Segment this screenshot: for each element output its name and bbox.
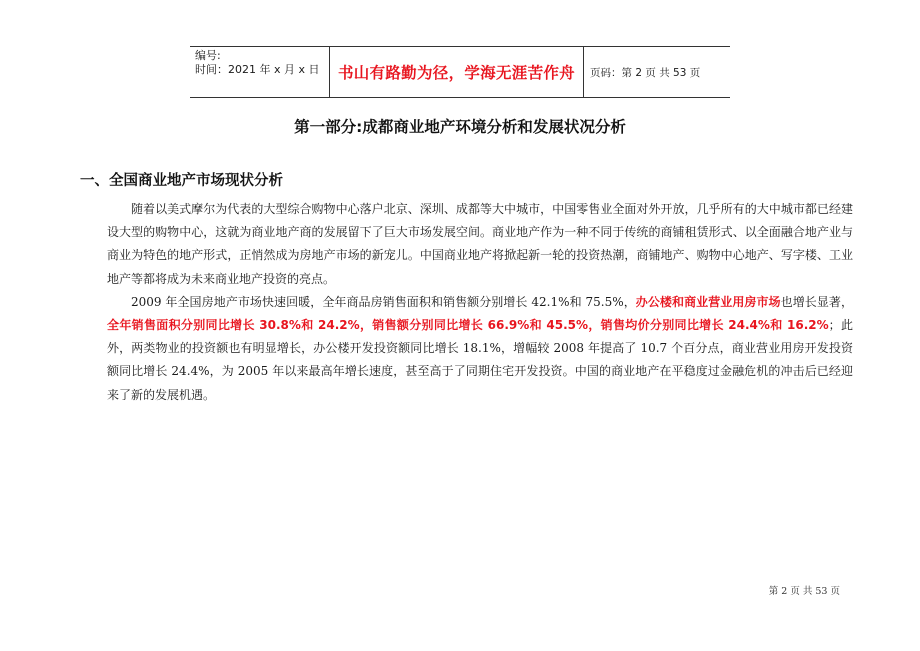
highlight-sales-growth: 全年销售面积分别同比增长 30.8%和 24.2%，销售额分别同比增长 66.9%和 45.5%，销售均价分别同比增长 24.4%和 16.2% xyxy=(107,318,829,333)
number-label: 编号: xyxy=(195,49,221,62)
paragraph-2-part3: ；此外，两类物业的投资额也有明显增长，办公楼开发投资额同比增长 18.1%，增幅较 2008 年提高了 10.7 个百分点，商业营业用房开发投资额同比增长 24.4%，为 2005 年以来最高年增长速度，甚至高于了同期住宅开发投资。中国的商业地产在平稳度过金融危机的冲击后已经迎来了新的发展机遇。 xyxy=(107,318,853,402)
time-label: 时间：2021 年 x 月 x 日 xyxy=(195,63,320,76)
header-page-info: 页码：第 2 页 共 53 页 xyxy=(590,66,701,79)
paragraph-2-part1: 2009 年全国房地产市场快速回暖，全年商品房销售面积和销售额分别增长 42.1%和 75.5%， xyxy=(131,294,636,309)
body-text xyxy=(107,198,853,407)
paragraph-2-part2: 也增长显著， xyxy=(780,294,853,309)
section-title: 一、全国商业地产市场现状分析 xyxy=(80,173,283,189)
paragraph-2 xyxy=(107,291,853,407)
header-meta xyxy=(190,47,330,97)
page-footer: 第 2 页 共 53 页 xyxy=(768,586,840,597)
page-header xyxy=(190,46,730,98)
part-title: 第一部分:成都商业地产环境分析和发展状况分析 xyxy=(294,118,626,136)
paragraph-1: 随着以美式摩尔为代表的大型综合购物中心落户北京、深圳、成都等大中城市，中国零售业全面对外开放，几乎所有的大中城市都已经建设大型的购物中心，这就为商业地产商的发展留下了巨大市场发展空间。商业地产作为一种不同于传统的商铺租赁形式、以全面融合地产业与商业为特色的地产形式，正悄然成为房地产市场的新宠儿。中国商业地产将掀起新一轮的投资热潮，商铺地产、购物中心地产、写字楼、工业地产等都将成为未来商业地产投资的亮点。 xyxy=(107,202,853,286)
highlight-office-commercial: 办公楼和商业营业用房市场 xyxy=(635,294,781,309)
header-motto: 书山有路勤为径，学海无涯苦作舟 xyxy=(330,47,584,97)
